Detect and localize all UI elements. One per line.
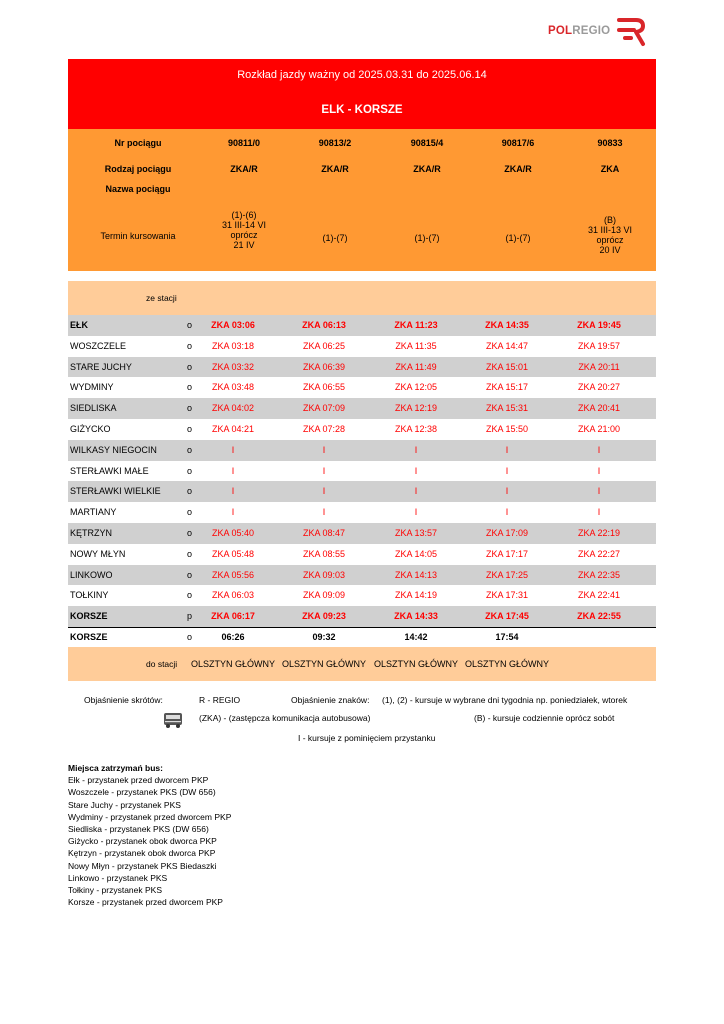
destination-cell: OLSZTYN GŁÓWNY — [190, 659, 275, 669]
schedule-line: (1)-(6) — [231, 210, 257, 220]
departure-time: ZKA 03:32 — [211, 361, 255, 372]
departure-time: ZKA 03:48 — [211, 382, 255, 393]
departure-time: I — [597, 444, 601, 455]
station-row — [68, 523, 656, 544]
destination-cell: OLSZTYN GŁÓWNY — [464, 659, 549, 669]
departure-time: 17:54 — [495, 631, 519, 642]
stop-type-mark: o — [187, 486, 193, 497]
logo-wordmark — [548, 25, 610, 37]
departure-time: 06:26 — [221, 631, 245, 642]
stop-type-mark: o — [187, 527, 193, 538]
departure-time: ZKA 06:55 — [302, 382, 346, 393]
departure-time: I — [322, 444, 326, 455]
departure-time: ZKA 15:17 — [485, 382, 529, 393]
route-title: ELK - KORSZE — [321, 104, 403, 116]
departure-time: ZKA 09:09 — [302, 590, 346, 601]
station-name: GIŻYCKO — [70, 423, 111, 434]
stop-type-mark: o — [187, 320, 193, 330]
station-name: MARTIANY — [70, 507, 117, 518]
departure-time: ZKA 15:50 — [485, 423, 529, 434]
train-type: ZKA/R — [413, 164, 441, 174]
departure-time: ZKA 15:01 — [485, 361, 529, 372]
stop-type-mark: o — [187, 382, 193, 393]
departure-time: ZKA 14:35 — [485, 320, 529, 330]
bus-stop-item: Kętrzyn - przystanek obok dworca PKP — [68, 848, 216, 859]
departure-time: ZKA 05:56 — [211, 569, 255, 580]
departure-time: ZKA 03:18 — [211, 340, 255, 351]
station-name: WYDMINY — [70, 382, 114, 393]
timetable-header — [68, 59, 656, 129]
departure-time: ZKA 21:00 — [577, 423, 621, 434]
from-station-row — [68, 281, 656, 315]
train-type: ZKA/R — [230, 164, 258, 174]
departure-time: ZKA 06:03 — [211, 590, 255, 601]
station-row — [68, 606, 656, 627]
departure-time: I — [597, 465, 601, 476]
departure-time: ZKA 07:28 — [302, 423, 346, 434]
stop-type-mark: o — [187, 340, 193, 351]
schedule-line: 31 III-13 VI — [587, 225, 633, 235]
departure-time: ZKA 17:25 — [485, 569, 529, 580]
departure-time: ZKA 14:13 — [394, 569, 438, 580]
departure-time: ZKA 12:38 — [394, 423, 438, 434]
station-row — [68, 627, 656, 648]
bus-stop-item: Tołkiny - przystanek PKS — [68, 885, 163, 896]
train-number: 90813/2 — [318, 138, 352, 148]
departure-time: ZKA 14:19 — [394, 590, 438, 601]
to-label: do stacji — [146, 659, 178, 669]
schedule-line: 21 IV — [233, 240, 255, 250]
departure-time: ZKA 22:35 — [577, 569, 621, 580]
row-divider — [68, 627, 656, 629]
departure-time: I — [322, 465, 326, 476]
departure-time: ZKA 09:23 — [302, 611, 346, 622]
station-name: STARE JUCHY — [70, 361, 132, 372]
station-name: KORSZE — [70, 631, 108, 642]
departure-time: ZKA 06:17 — [211, 611, 255, 622]
bus-stop-item: Linkowo - przystanek PKS — [68, 872, 168, 883]
departure-time: ZKA 06:25 — [302, 340, 346, 351]
station-row — [68, 357, 656, 378]
departure-time: ZKA 17:31 — [485, 590, 529, 601]
train-type: ZKA — [600, 164, 620, 174]
station-name: LINKOWO — [70, 569, 113, 580]
bus-stop-item: Nowy Młyn - przystanek PKS Biedaszki — [68, 860, 217, 871]
departure-time: ZKA 17:17 — [485, 548, 529, 559]
station-name: TOŁKINY — [70, 590, 109, 601]
polregio-logo-icon — [616, 16, 646, 48]
station-row — [68, 336, 656, 357]
departure-time: ZKA 05:40 — [211, 527, 255, 538]
departure-time: ZKA 14:05 — [394, 548, 438, 559]
station-row — [68, 544, 656, 565]
skip-note: I - kursuje z pominięciem przystanku — [298, 733, 436, 743]
departure-time: ZKA 20:11 — [578, 361, 620, 372]
station-row — [68, 315, 656, 336]
train-schedule: (1)-(7) — [322, 233, 348, 243]
b-note: (B) - kursuje codziennie oprócz sobót — [474, 713, 615, 723]
train-schedule — [564, 215, 656, 255]
signs-title: Objaśnienie znaków: — [291, 695, 370, 705]
station-row — [68, 398, 656, 419]
station-table — [68, 315, 656, 648]
departure-time: I — [414, 465, 418, 476]
train-number: 90833 — [597, 138, 623, 148]
bus-stop-item: Korsze - przystanek przed dworcem PKP — [68, 897, 223, 908]
departure-time: ZKA 19:57 — [577, 340, 621, 351]
logo-word-regio: REGIO — [572, 25, 611, 37]
departure-time: I — [505, 486, 509, 497]
station-row — [68, 481, 656, 502]
stop-type-mark: o — [187, 590, 193, 601]
departure-time: I — [597, 507, 601, 518]
departure-time: ZKA 14:47 — [485, 340, 529, 351]
schedule-line: 20 IV — [599, 245, 621, 255]
departure-time: ZKA 22:55 — [577, 611, 621, 622]
departure-time: ZKA 12:05 — [394, 382, 438, 393]
station-name: WILKASY NIEGOCIN — [70, 444, 157, 455]
station-name: KORSZE — [70, 611, 108, 622]
schedule-line: (B) — [604, 215, 616, 225]
abbrev-r: R - REGIO — [199, 695, 241, 705]
polregio-logo — [546, 16, 646, 48]
train-number: 90817/6 — [501, 138, 535, 148]
departure-time: I — [505, 465, 509, 476]
bus-stop-item: Woszczele - przystanek PKS (DW 656) — [68, 787, 216, 798]
destination-cell: OLSZTYN GŁÓWNY — [281, 659, 366, 669]
station-row — [68, 502, 656, 523]
station-name: NOWY MŁYN — [70, 548, 126, 559]
abbrev-title: Objaśnienie skrótów: — [84, 695, 163, 705]
station-name: STERŁAWKI MAŁE — [70, 465, 149, 476]
departure-time: I — [231, 444, 235, 455]
station-name: SIEDLISKA — [70, 403, 117, 414]
stop-type-mark: o — [187, 361, 193, 372]
departure-time: ZKA 06:39 — [302, 361, 346, 372]
signs-days: (1), (2) - kursuje w wybrane dni tygodnia np. poniedziałek, wtorek — [382, 695, 628, 705]
stop-type-mark: o — [187, 403, 193, 414]
schedule-line: oprócz — [596, 235, 624, 245]
stop-type-mark: p — [187, 611, 193, 622]
stop-type-mark: o — [187, 465, 193, 476]
train-schedule — [198, 210, 290, 250]
train-number: 90811/0 — [227, 138, 261, 148]
train-info-block — [68, 129, 656, 271]
departure-time: ZKA 08:47 — [302, 527, 346, 538]
station-row — [68, 461, 656, 482]
station-row — [68, 585, 656, 606]
station-name: WOSZCZELE — [70, 340, 127, 351]
departure-time: 14:42 — [404, 631, 428, 642]
departure-time: I — [231, 465, 235, 476]
train-schedule: (1)-(7) — [505, 233, 531, 243]
zka-note: (ZKA) - (zastępcza komunikacja autobusowa) — [199, 713, 371, 723]
departure-time: ZKA 22:19 — [577, 527, 621, 538]
departure-time: ZKA 17:09 — [485, 527, 529, 538]
departure-time: ZKA 04:02 — [211, 403, 255, 414]
departure-time: ZKA 07:09 — [302, 403, 346, 414]
stop-type-mark: o — [187, 444, 193, 455]
departure-time: ZKA 19:45 — [577, 320, 621, 330]
bus-stop-item: Siedliska - przystanek PKS (DW 656) — [68, 824, 209, 835]
departure-time: I — [414, 507, 418, 518]
departure-time: ZKA 03:06 — [211, 320, 255, 330]
departure-time: I — [414, 444, 418, 455]
destination-cell: OLSZTYN GŁÓWNY — [373, 659, 458, 669]
from-label: ze stacji — [146, 293, 177, 303]
stop-type-mark: o — [187, 631, 193, 642]
departure-time: I — [231, 507, 235, 518]
departure-time: ZKA 20:27 — [577, 382, 621, 393]
departure-time: ZKA 11:23 — [394, 320, 438, 330]
departure-time: ZKA 22:41 — [577, 590, 621, 601]
stop-type-mark: o — [187, 423, 193, 434]
departure-time: I — [597, 486, 601, 497]
station-name: STERŁAWKI WIELKIE — [70, 486, 161, 497]
label-schedule: Termin kursowania — [100, 231, 176, 241]
station-row — [68, 440, 656, 461]
departure-time: I — [322, 507, 326, 518]
station-name: EŁK — [70, 320, 88, 330]
destination-row — [68, 647, 656, 681]
label-train-type: Rodzaj pociągu — [104, 164, 172, 174]
station-row — [68, 377, 656, 398]
departure-time: I — [322, 486, 326, 497]
station-row — [68, 565, 656, 586]
departure-time: ZKA 09:03 — [302, 569, 346, 580]
bus-stop-item: Giżycko - przystanek obok dworca PKP — [68, 836, 217, 847]
departure-time: ZKA 20:41 — [577, 403, 621, 414]
schedule-line: oprócz — [230, 230, 258, 240]
departure-time: ZKA 13:57 — [394, 527, 438, 538]
validity-text: Rozkład jazdy ważny od 2025.03.31 do 2025.06.14 — [237, 69, 487, 81]
departure-time: I — [231, 486, 235, 497]
departure-time: ZKA 11:35 — [395, 340, 437, 351]
departure-time: ZKA 15:31 — [485, 403, 529, 414]
departure-time: ZKA 14:33 — [394, 611, 438, 622]
departure-time: I — [505, 507, 509, 518]
bus-icon — [163, 712, 183, 729]
bus-stop-item: Stare Juchy - przystanek PKS — [68, 799, 181, 810]
label-train-number: Nr pociągu — [114, 138, 162, 148]
station-name: KĘTRZYN — [70, 527, 113, 538]
stop-type-mark: o — [187, 548, 193, 559]
stop-type-mark: o — [187, 507, 193, 518]
departure-time: I — [414, 486, 418, 497]
bus-stops-list — [68, 762, 231, 908]
departure-time: ZKA 12:19 — [394, 403, 438, 414]
bus-stop-item: Wydminy - przystanek przed dworcem PKP — [68, 811, 232, 822]
train-number: 90815/4 — [410, 138, 444, 148]
departure-time: ZKA 05:48 — [211, 548, 255, 559]
bus-stops-title: Miejsca zatrzymań bus: — [68, 763, 163, 773]
stop-type-mark: o — [187, 569, 193, 580]
departure-time: ZKA 22:27 — [577, 548, 621, 559]
departure-time: ZKA 06:13 — [302, 320, 346, 330]
logo-word-pol: POL — [548, 25, 573, 37]
departure-time: ZKA 17:45 — [485, 611, 529, 622]
departure-time: I — [505, 444, 509, 455]
train-type: ZKA/R — [504, 164, 532, 174]
train-type: ZKA/R — [321, 164, 349, 174]
schedule-line: 31 III-14 VI — [221, 220, 267, 230]
train-schedule: (1)-(7) — [414, 233, 440, 243]
departure-time: ZKA 11:49 — [395, 361, 437, 372]
departure-time: ZKA 08:55 — [302, 548, 346, 559]
departure-time: 09:32 — [312, 631, 336, 642]
bus-stop-item: Ełk - przystanek przed dworcem PKP — [68, 775, 209, 786]
departure-time: ZKA 04:21 — [211, 423, 255, 434]
label-train-name: Nazwa pociągu — [105, 184, 171, 194]
station-row — [68, 419, 656, 440]
